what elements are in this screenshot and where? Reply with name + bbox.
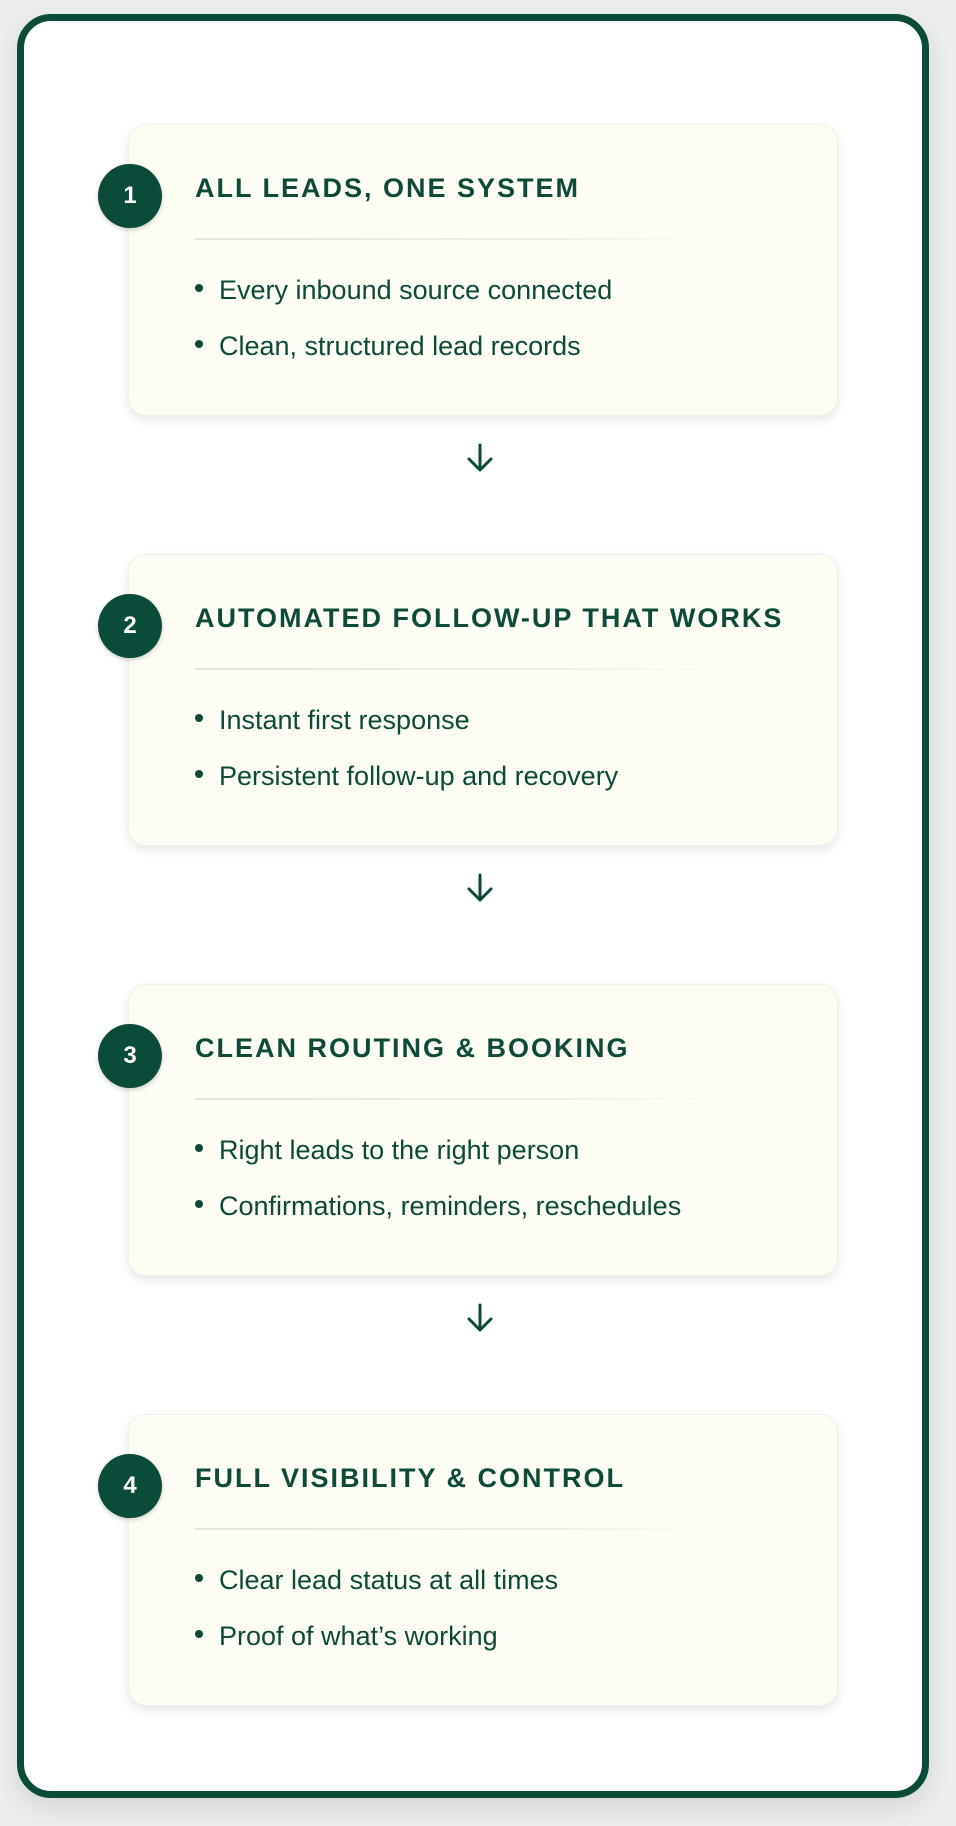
step-list: [195, 273, 612, 385]
bullet-icon: [195, 1574, 203, 1582]
list-item-text: Confirmations, reminders, reschedules: [219, 1191, 682, 1221]
bullet-icon: [195, 284, 203, 292]
list-item-text: Right leads to the right person: [219, 1135, 580, 1165]
bullet-icon: [195, 340, 203, 348]
step-number-badge: 4: [98, 1454, 162, 1518]
list-item: [195, 759, 618, 815]
step-list: [195, 1563, 558, 1675]
list-item: [195, 1189, 681, 1245]
step-card: [128, 984, 838, 1276]
bullet-icon: [195, 714, 203, 722]
bullet-icon: [195, 770, 203, 778]
step-number-badge: 2: [98, 594, 162, 658]
process-frame: [17, 14, 929, 1798]
list-item-text: Clean, structured lead records: [219, 331, 581, 361]
step-title: CLEAN ROUTING & BOOKING: [195, 1033, 630, 1063]
step-title: ALL LEADS, ONE SYSTEM: [195, 173, 581, 203]
step-list: [195, 703, 618, 815]
step-card: [128, 124, 838, 416]
arrow-down-icon: [465, 1302, 495, 1334]
list-item-text: Persistent follow-up and recovery: [219, 761, 619, 791]
step-list: [195, 1133, 681, 1245]
bullet-icon: [195, 1630, 203, 1638]
list-item: [195, 1619, 558, 1675]
step-title: AUTOMATED FOLLOW-UP THAT WORKS: [195, 603, 784, 633]
step-title: FULL VISIBILITY & CONTROL: [195, 1463, 626, 1493]
list-item-text: Clear lead status at all times: [219, 1565, 559, 1595]
arrow-down-icon: [465, 442, 495, 474]
list-item-text: Instant first response: [219, 705, 470, 735]
divider: [195, 668, 715, 670]
bullet-icon: [195, 1200, 203, 1208]
step-number-badge: 3: [98, 1024, 162, 1088]
bullet-icon: [195, 1144, 203, 1152]
list-item-text: Proof of what’s working: [219, 1621, 498, 1651]
divider: [195, 1098, 715, 1100]
list-item: [195, 329, 612, 385]
list-item: [195, 1563, 558, 1619]
list-item: [195, 1133, 681, 1189]
divider: [195, 238, 715, 240]
step-card: [128, 1414, 838, 1706]
divider: [195, 1528, 715, 1530]
list-item: [195, 273, 612, 329]
list-item: [195, 703, 618, 759]
arrow-down-icon: [465, 872, 495, 904]
step-card: [128, 554, 838, 846]
list-item-text: Every inbound source connected: [219, 275, 613, 305]
step-number-badge: 1: [98, 164, 162, 228]
